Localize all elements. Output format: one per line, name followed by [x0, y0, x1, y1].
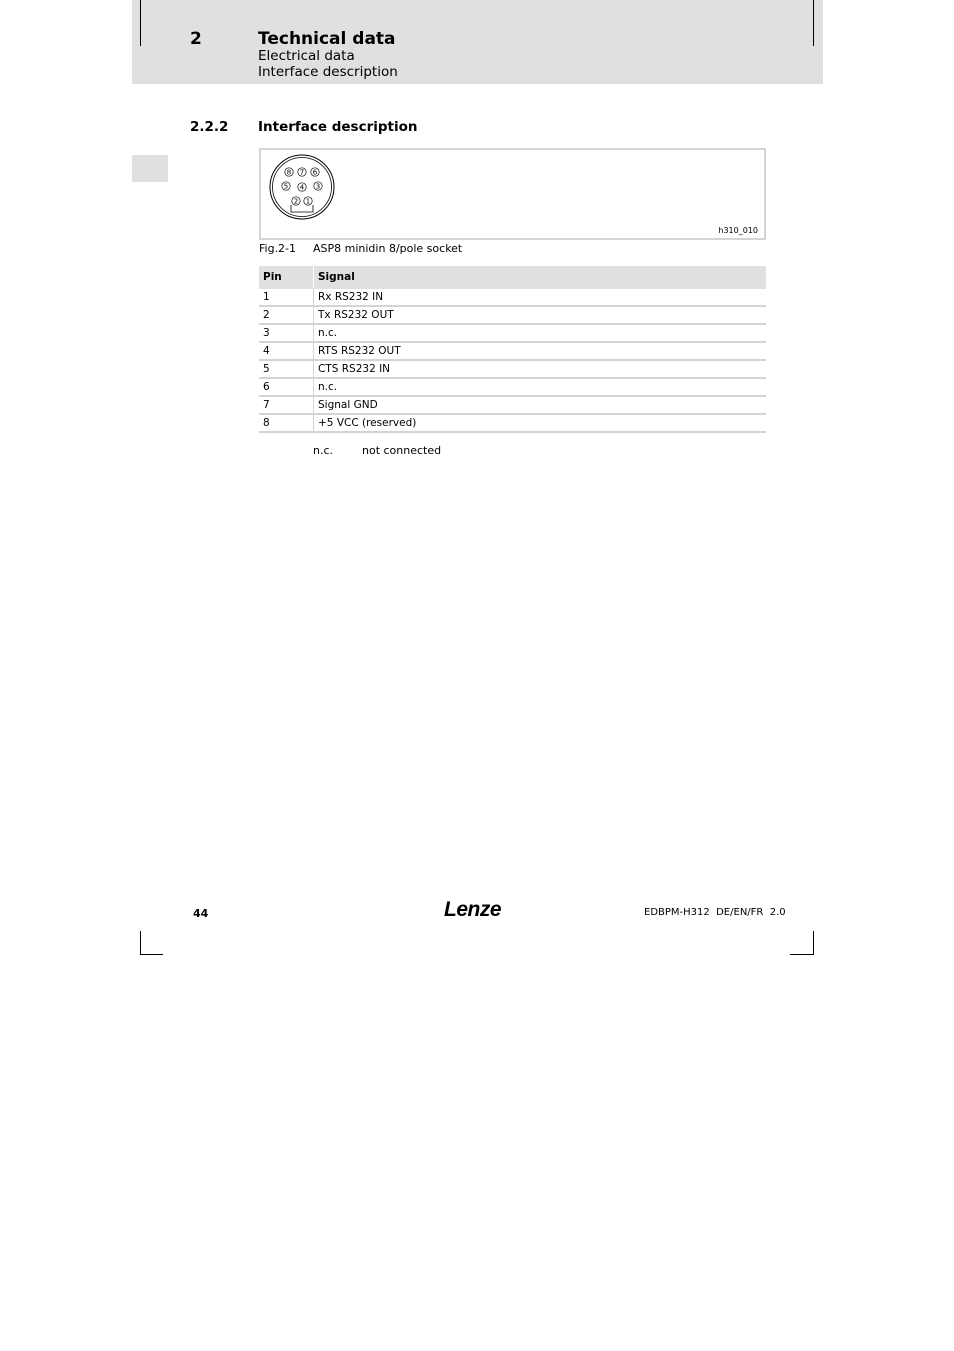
table-row [259, 306, 766, 324]
chapter-number: 2 [190, 29, 202, 49]
crop-mark [790, 954, 814, 955]
svg-text:6: 6 [312, 168, 318, 177]
signal-cell: n.c. [314, 378, 767, 396]
pin-cell: 5 [259, 360, 314, 378]
header-band [132, 0, 823, 84]
pin-6 [311, 168, 319, 177]
pin-cell: 6 [259, 378, 314, 396]
minidin-socket-diagram [265, 152, 345, 232]
crop-mark [140, 954, 163, 955]
pin-cell: 8 [259, 414, 314, 432]
signal-cell: Rx RS232 IN [314, 288, 767, 306]
svg-text:4: 4 [299, 183, 305, 192]
crop-mark [140, 931, 141, 955]
note-abbreviation: n.c. [313, 444, 334, 457]
table-row [259, 396, 766, 414]
svg-text:7: 7 [299, 168, 305, 177]
crop-mark [813, 0, 814, 46]
pin-signal-table [259, 266, 766, 433]
pin-2 [292, 197, 300, 206]
svg-text:5: 5 [283, 182, 289, 191]
section-title: Interface description [258, 119, 418, 135]
chapter-title: Technical data [258, 29, 396, 49]
side-tab [132, 155, 168, 182]
table-row [259, 288, 766, 306]
pin-5 [282, 182, 290, 191]
figure-box [259, 148, 766, 240]
pin-1 [304, 197, 312, 206]
pin-cell: 3 [259, 324, 314, 342]
svg-text:3: 3 [315, 182, 321, 191]
signal-cell: +5 VCC (reserved) [314, 414, 767, 432]
header-subtitle-interface: Interface description [258, 64, 398, 80]
crop-mark [813, 931, 814, 955]
table-header-row [259, 266, 766, 288]
pin-7 [298, 168, 306, 177]
svg-text:8: 8 [286, 168, 292, 177]
pin-4 [298, 183, 306, 192]
pin-8 [285, 168, 293, 177]
crop-mark [140, 0, 141, 46]
figure-caption-number: Fig.2-1 [259, 242, 297, 255]
logo-text: Lenze [444, 898, 502, 920]
lenze-logo [444, 896, 508, 924]
signal-cell: Signal GND [314, 396, 767, 414]
table-row [259, 378, 766, 396]
document-id: EDBPM-H312 DE/EN/FR 2.0 [644, 907, 786, 918]
pin-3 [314, 182, 322, 191]
signal-cell: Tx RS232 OUT [314, 306, 767, 324]
page-number: 44 [193, 907, 209, 920]
pin-cell: 7 [259, 396, 314, 414]
signal-cell: n.c. [314, 324, 767, 342]
column-header-pin: Pin [259, 266, 314, 288]
figure-code: h310_010 [718, 226, 758, 235]
svg-text:2: 2 [293, 197, 299, 206]
pin-cell: 2 [259, 306, 314, 324]
table-row [259, 324, 766, 342]
column-header-signal: Signal [314, 266, 767, 288]
pin-cell: 1 [259, 288, 314, 306]
figure-caption-text: ASP8 minidin 8/pole socket [313, 242, 463, 255]
pin-cell: 4 [259, 342, 314, 360]
table-row [259, 360, 766, 378]
note-text: not connected [362, 444, 442, 457]
svg-text:1: 1 [305, 197, 311, 206]
section-number: 2.2.2 [190, 119, 229, 135]
signal-cell: RTS RS232 OUT [314, 342, 767, 360]
signal-cell: CTS RS232 IN [314, 360, 767, 378]
table-row [259, 342, 766, 360]
header-subtitle-electrical: Electrical data [258, 48, 355, 64]
table-row [259, 414, 766, 432]
